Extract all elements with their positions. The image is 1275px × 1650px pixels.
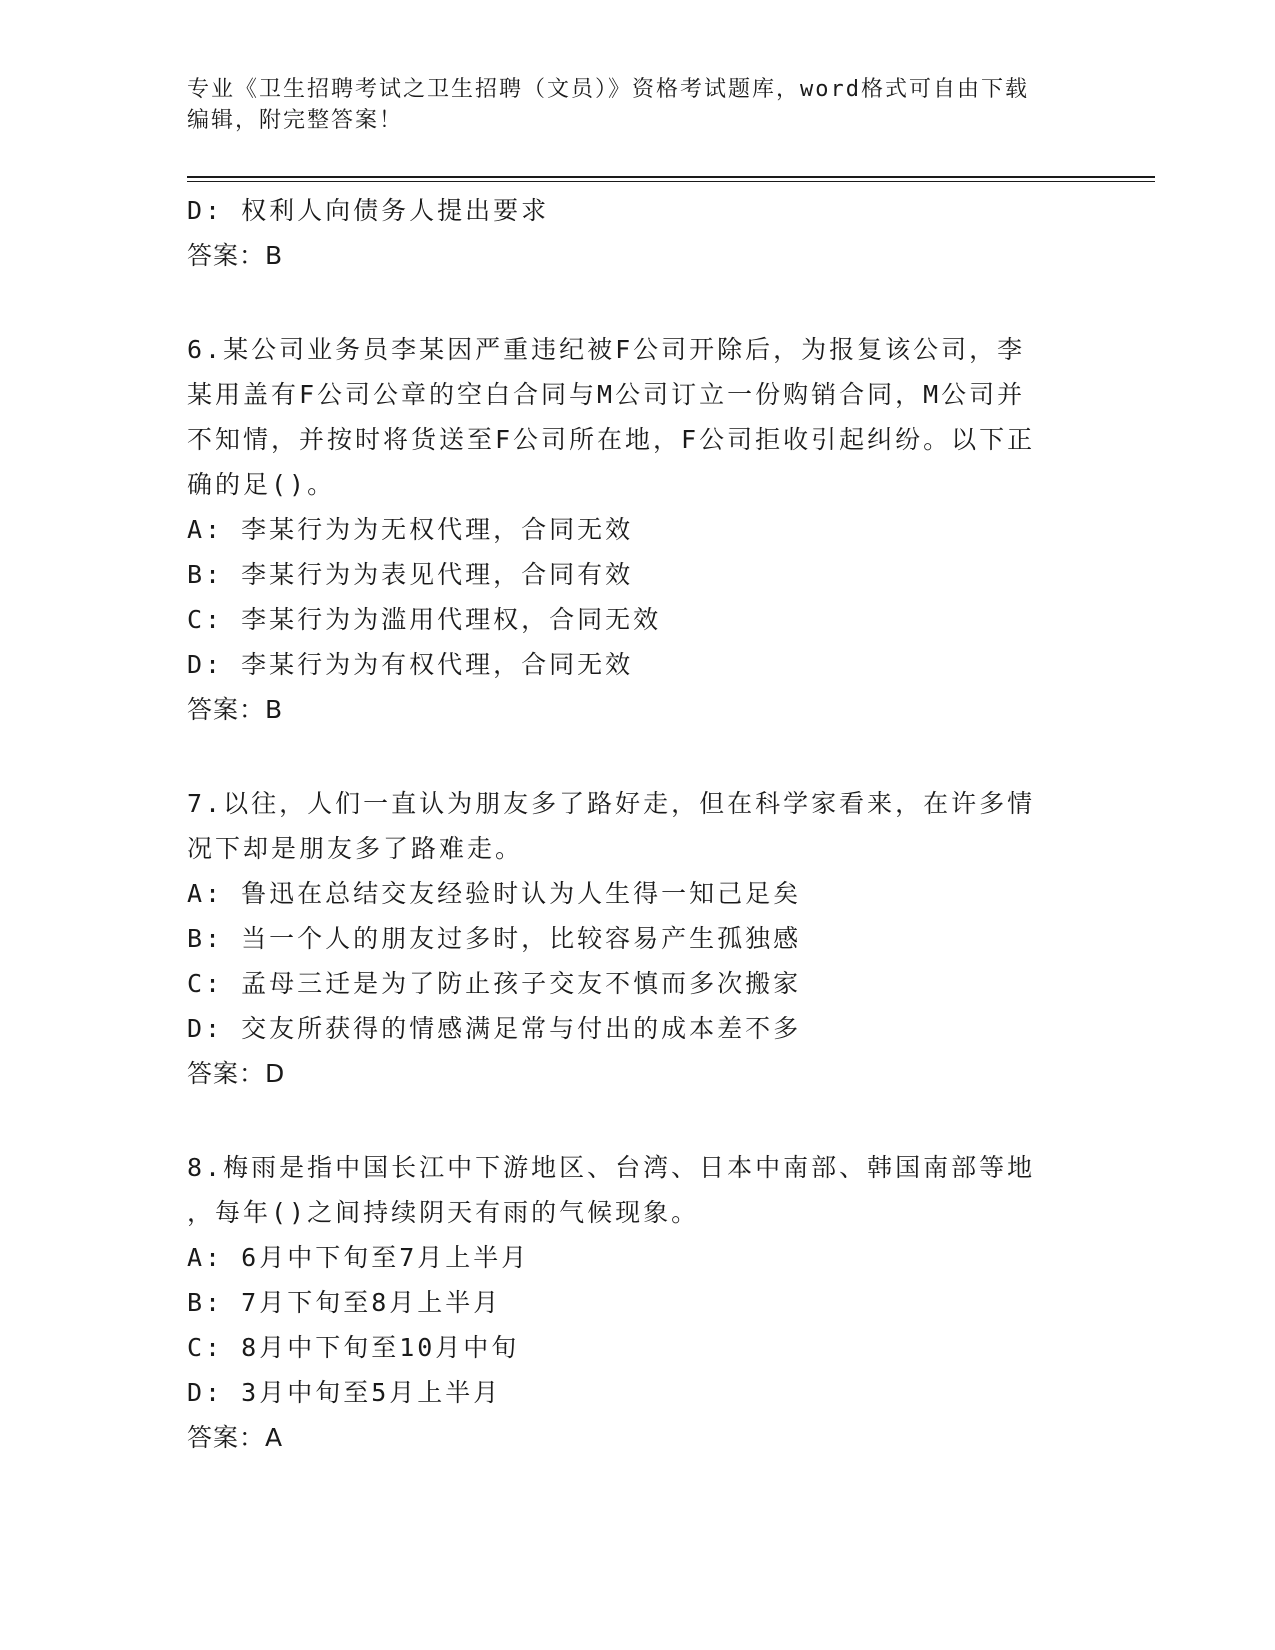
- option-d: D: 权利人向债务人提出要求: [187, 196, 550, 225]
- option-b: B: 当一个人的朋友过多时，比较容易产生孤独感: [187, 924, 802, 953]
- header-divider-thin: [187, 181, 1155, 182]
- option-a: A: 李某行为为无权代理，合同无效: [187, 515, 634, 544]
- spacer: [187, 278, 1087, 327]
- option-b: B: 7月下旬至8月上半月: [187, 1288, 502, 1317]
- question-text-line: 6.某公司业务员李某因严重违纪被F公司开除后，为报复该公司，李: [187, 335, 1026, 364]
- answer-line: 答案：B: [187, 695, 284, 724]
- question-7: [187, 781, 1087, 1096]
- answer-line: 答案：D: [187, 1059, 286, 1088]
- previous-question-tail: [187, 188, 1087, 278]
- header-divider-thick: [187, 176, 1155, 178]
- document-header: [187, 74, 1067, 136]
- question-text-line: 某用盖有F公司公章的空白合同与M公司订立一份购销合同，M公司并: [187, 380, 1026, 409]
- question-content: [187, 188, 1087, 1460]
- spacer: [187, 1096, 1087, 1145]
- answer-line: 答案：B: [187, 241, 284, 270]
- spacer: [187, 732, 1087, 781]
- option-a: A: 6月中下旬至7月上半月: [187, 1243, 530, 1272]
- answer-line: 答案：A: [187, 1423, 284, 1452]
- option-d: D: 交友所获得的情感满足常与付出的成本差不多: [187, 1014, 802, 1043]
- question-text-line: 确的足()。: [187, 470, 336, 499]
- header-line-2: 编辑，附完整答案！: [187, 108, 404, 133]
- option-c: C: 李某行为为滥用代理权，合同无效: [187, 605, 662, 634]
- question-text-line: 8.梅雨是指中国长江中下游地区、台湾、日本中南部、韩国南部等地: [187, 1153, 1036, 1182]
- question-8: [187, 1145, 1087, 1460]
- question-text-line: ，每年()之间持续阴天有雨的气候现象。: [187, 1198, 700, 1227]
- option-d: D: 李某行为为有权代理，合同无效: [187, 650, 634, 679]
- question-text-line: 况下却是朋友多了路难走。: [187, 834, 524, 863]
- option-c: C: 8月中下旬至10月中旬: [187, 1333, 520, 1362]
- question-text-line: 7.以往，人们一直认为朋友多了路好走，但在科学家看来，在许多情: [187, 789, 1036, 818]
- header-line-1: 专业《卫生招聘考试之卫生招聘（文员）》资格考试题库，word格式可自由下载: [187, 77, 1029, 102]
- question-6: [187, 327, 1087, 732]
- option-b: B: 李某行为为表见代理，合同有效: [187, 560, 634, 589]
- option-c: C: 孟母三迁是为了防止孩子交友不慎而多次搬家: [187, 969, 802, 998]
- option-d: D: 3月中旬至5月上半月: [187, 1378, 502, 1407]
- option-a: A: 鲁迅在总结交友经验时认为人生得一知己足矣: [187, 879, 802, 908]
- question-text-line: 不知情，并按时将货送至F公司所在地，F公司拒收引起纠纷。以下正: [187, 425, 1036, 454]
